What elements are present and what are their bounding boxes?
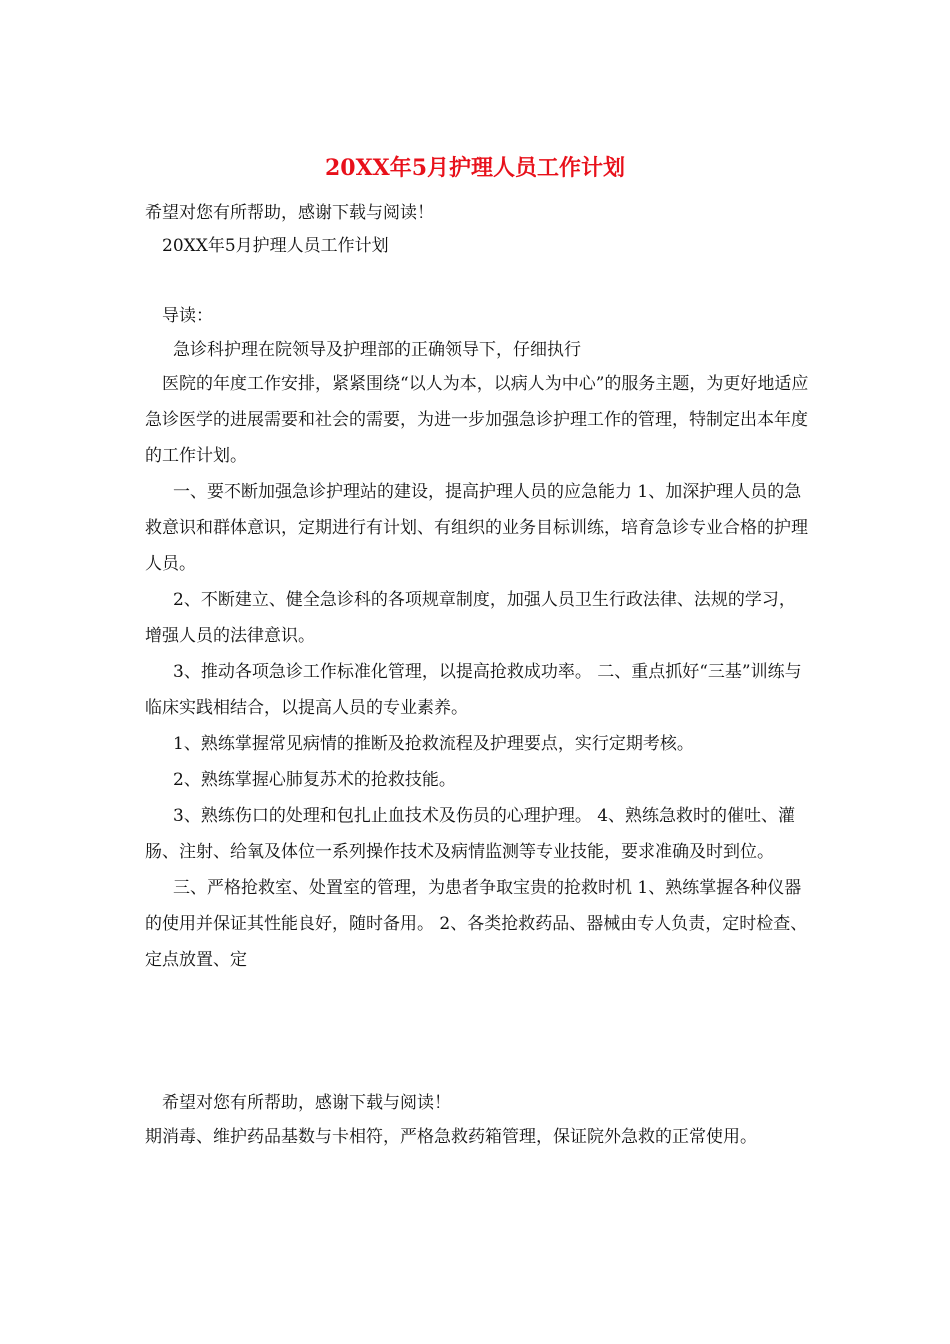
paragraph: 期消毒、维护药品基数与卡相符，严格急救药箱管理，保证院外急救的正常使用。: [145, 1127, 757, 1147]
document-subtitle: 20XX年5月护理人员工作计划: [162, 236, 389, 256]
body-paragraphs: [145, 366, 810, 978]
guide-label: 导读：: [162, 306, 213, 326]
paragraph: 三、严格抢救室、处置室的管理，为患者争取宝贵的抢救时机 1、熟练掌握各种仪器的使用并保证其性能良好，随时备用。 2、各类抢救药品、器械由专人负责，定时检查、定点放置、定: [145, 878, 808, 970]
document-title: 20XX年5月护理人员工作计划: [324, 155, 626, 181]
paragraph: 3、推动各项急诊工作标准化管理，以提高抢救成功率。 二、重点抓好“三基”训练与临床实践相结合，以提高人员的专业素养。: [145, 662, 802, 718]
footer-thanks: 希望对您有所帮助，感谢下载与阅读！: [162, 1093, 451, 1113]
paragraph: 1、熟练掌握常见病情的推断及抢救流程及护理要点，实行定期考核。: [173, 734, 694, 754]
intro-thanks: 希望对您有所帮助，感谢下载与阅读！: [145, 203, 434, 223]
paragraph: 一、要不断加强急诊护理站的建设，提高护理人员的应急能力 1、加深护理人员的急救意识和群体意识，定期进行有计划、有组织的业务目标训练，培育急诊专业合格的护理人员。: [145, 482, 808, 574]
paragraph: 2、熟练掌握心肺复苏术的抢救技能。: [173, 770, 456, 790]
paragraph: 2、不断建立、健全急诊科的各项规章制度，加强人员卫生行政法律、法规的学习，增强人员的法律意识。: [145, 590, 796, 646]
paragraph: 医院的年度工作安排，紧紧围绕“以人为本，以病人为中心”的服务主题，为更好地适应急诊医学的进展需要和社会的需要，为进一步加强急诊护理工作的管理，特制定出本年度的工作计划。: [145, 374, 809, 466]
closing-paragraph: [145, 1119, 810, 1155]
paragraph: 3、熟练伤口的处理和包扎止血技术及伤员的心理护理。 4、熟练急救时的催吐、灌肠、注射、给氧及体位一系列操作技术及病情监测等专业技能，要求准确及时到位。: [145, 806, 796, 862]
guide-line: 急诊科护理在院领导及护理部的正确领导下，仔细执行: [173, 340, 581, 360]
